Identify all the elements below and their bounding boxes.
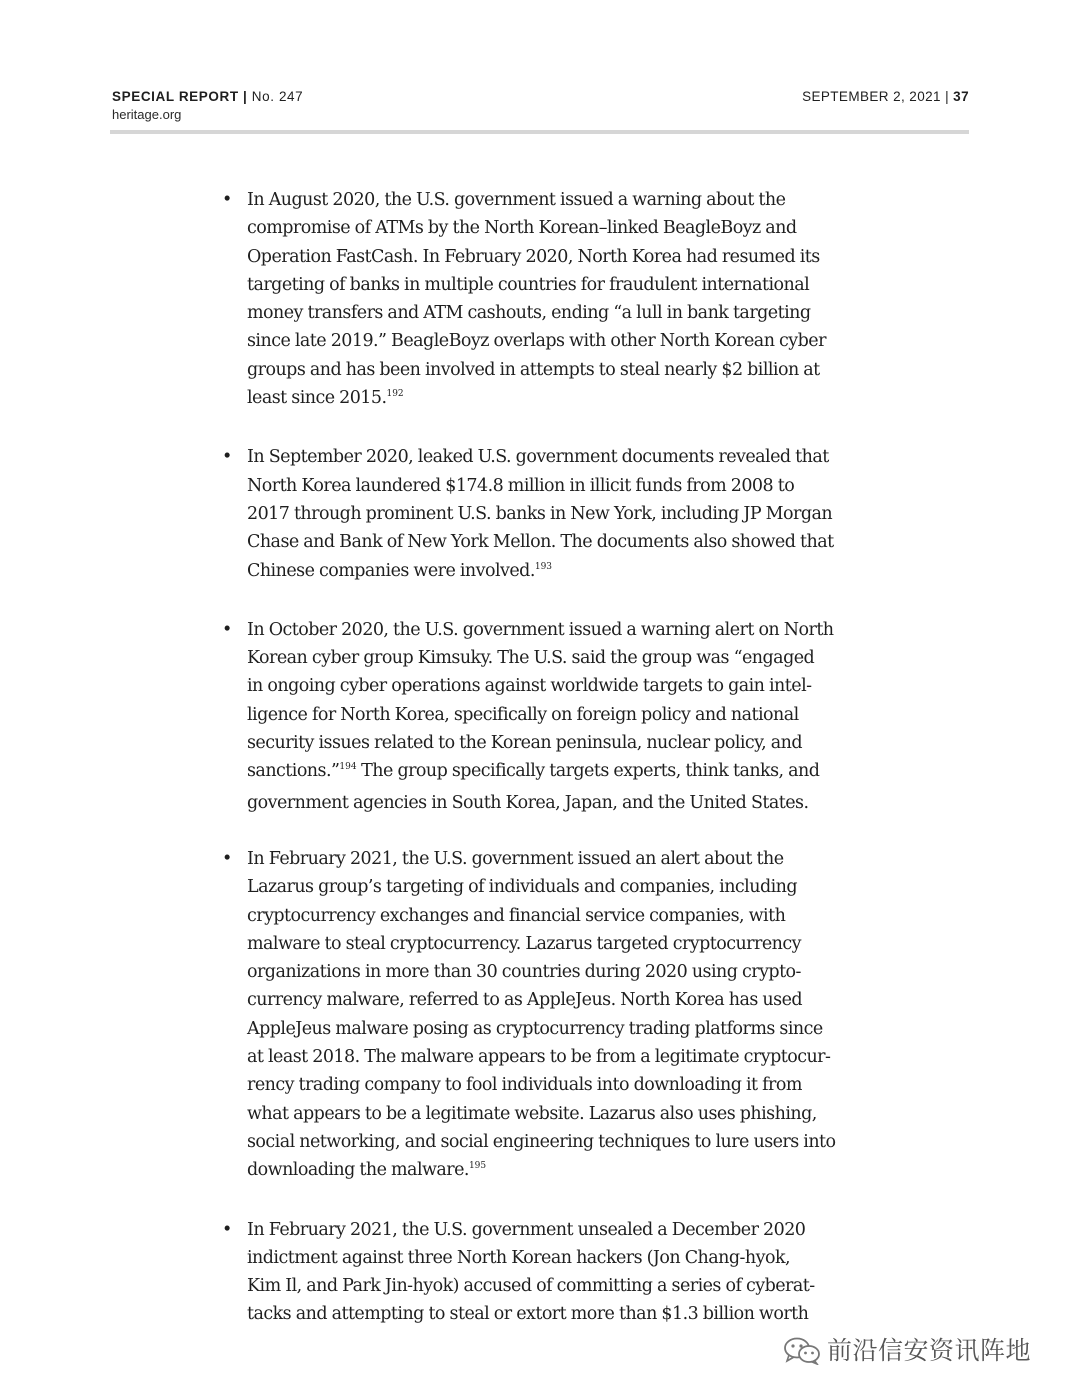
text-line: In August 2020, the U.S. government issued a warning about the xyxy=(247,190,786,210)
text-line: groups and has been involved in attempts to steal nearly $2 billion at xyxy=(247,359,820,380)
bullet-glyph: • xyxy=(222,619,233,640)
bullet-text xyxy=(247,186,862,415)
text-line-last xyxy=(247,557,862,588)
text-line: social networking, and social engineering techniques to lure users into xyxy=(247,1131,836,1152)
text-line: at least 2018. The malware appears to be from a legitimate cryptocur- xyxy=(247,1047,831,1068)
text-line: 2017 through prominent U.S. banks in New York, including JP Morgan xyxy=(247,503,833,524)
bullet-item-5 xyxy=(222,1216,862,1329)
report-number: No. 247 xyxy=(251,89,304,104)
text-line: AppleJeus malware posing as cryptocurrency trading platforms since xyxy=(247,1018,823,1039)
report-date: SEPTEMBER 2, 2021 xyxy=(802,89,941,104)
bullet-item-3 xyxy=(222,616,862,817)
text-line: tacks and attempting to steal or extort more than $1.3 billion worth xyxy=(247,1304,809,1325)
text-line: organizations in more than 30 countries during 2020 using crypto- xyxy=(247,962,801,983)
page-number: 37 xyxy=(953,89,969,104)
text-line: since late 2019.” BeagleBoyz overlaps with other North Korean cyber xyxy=(247,331,826,352)
text-line: indictment against three North Korean hackers (Jon Chang-hyok, xyxy=(247,1247,791,1268)
text-line-with-footnote xyxy=(247,757,862,788)
header-divider xyxy=(110,130,969,134)
footnote-ref: 195 xyxy=(468,1161,487,1172)
text-line: security issues related to the Korean peninsula, nuclear policy, and xyxy=(247,733,803,754)
report-title-line xyxy=(112,89,303,104)
text-line: government agencies in South Korea, Japan, and the United States. xyxy=(247,792,809,813)
bullet-item-4 xyxy=(222,845,862,1188)
bullet-glyph: • xyxy=(222,190,233,210)
bullet-glyph: • xyxy=(222,1219,233,1240)
bullet-glyph: • xyxy=(222,848,233,869)
text-line: Chase and Bank of New York Mellon. The documents also showed that xyxy=(247,532,834,553)
text-line: In September 2020, leaked U.S. government documents revealed that xyxy=(247,447,829,468)
text-line: targeting of banks in multiple countries for fraudulent international xyxy=(247,274,810,295)
text-line: Korean cyber group Kimsuky. The U.S. said the group was “engaged xyxy=(247,648,815,669)
bullet-text xyxy=(247,845,862,1188)
header-separator: | xyxy=(243,89,248,104)
text-line: Lazarus group’s targeting of individuals and companies, including xyxy=(247,877,798,898)
bullet-item-2 xyxy=(222,443,862,587)
text-line: In February 2021, the U.S. government issued an alert about the xyxy=(247,848,784,869)
text-line: rency trading company to fool individuals into downloading it from xyxy=(247,1075,802,1096)
site-url: heritage.org xyxy=(112,107,182,122)
text-line-last xyxy=(247,1156,862,1187)
bullet-text xyxy=(247,616,862,817)
wechat-icon xyxy=(783,1337,821,1365)
text-line: In February 2021, the U.S. government unsealed a December 2020 xyxy=(247,1219,806,1240)
text-fragment: least since 2015. xyxy=(247,388,387,409)
text-line: cryptocurrency exchanges and financial service companies, with xyxy=(247,905,786,926)
text-fragment: sanctions.” xyxy=(247,761,340,782)
text-line: ligence for North Korea, specifically on foreign policy and national xyxy=(247,704,799,725)
footnote-ref: 194 xyxy=(339,762,357,773)
header-right xyxy=(802,89,969,104)
header-separator-right: | xyxy=(945,89,950,104)
text-line: malware to steal cryptocurrency. Lazarus targeted cryptocurrency xyxy=(247,933,801,954)
text-line: what appears to be a legitimate website. Lazarus also uses phishing, xyxy=(247,1103,817,1124)
watermark-text: 前沿信安资讯阵地 xyxy=(827,1336,1032,1365)
text-line: North Korea laundered $174.8 million in illicit funds from 2008 to xyxy=(247,475,795,496)
text-line-last xyxy=(247,384,862,415)
text-fragment: The group specifically targets experts, think tanks, and xyxy=(356,761,820,782)
text-line: in ongoing cyber operations against worldwide targets to gain intel- xyxy=(247,676,812,697)
header-left xyxy=(112,89,303,122)
footnote-ref: 192 xyxy=(386,389,404,400)
text-fragment: downloading the malware. xyxy=(247,1160,469,1181)
text-line: compromise of ATMs by the North Korean–linked BeagleBoyz and xyxy=(247,218,797,239)
text-fragment: Chinese companies were involved. xyxy=(247,560,535,581)
text-line: money transfers and ATM cashouts, ending “a lull in bank targeting xyxy=(247,303,811,324)
bullet-item-1 xyxy=(222,186,862,415)
bullet-text xyxy=(247,1216,862,1329)
report-label: SPECIAL REPORT xyxy=(112,89,239,104)
bullet-list xyxy=(222,186,862,1357)
bullet-text xyxy=(247,443,862,587)
text-line: In October 2020, the U.S. government issued a warning alert on North xyxy=(247,619,834,640)
text-line: Kim Il, and Park Jin-hyok) accused of committing a series of cyberat- xyxy=(247,1276,815,1297)
footnote-ref: 193 xyxy=(534,561,553,572)
text-line: currency malware, referred to as AppleJeus. North Korea has used xyxy=(247,990,803,1011)
bullet-glyph: • xyxy=(222,447,233,468)
text-line: Operation FastCash. In February 2020, North Korea had resumed its xyxy=(247,246,820,267)
